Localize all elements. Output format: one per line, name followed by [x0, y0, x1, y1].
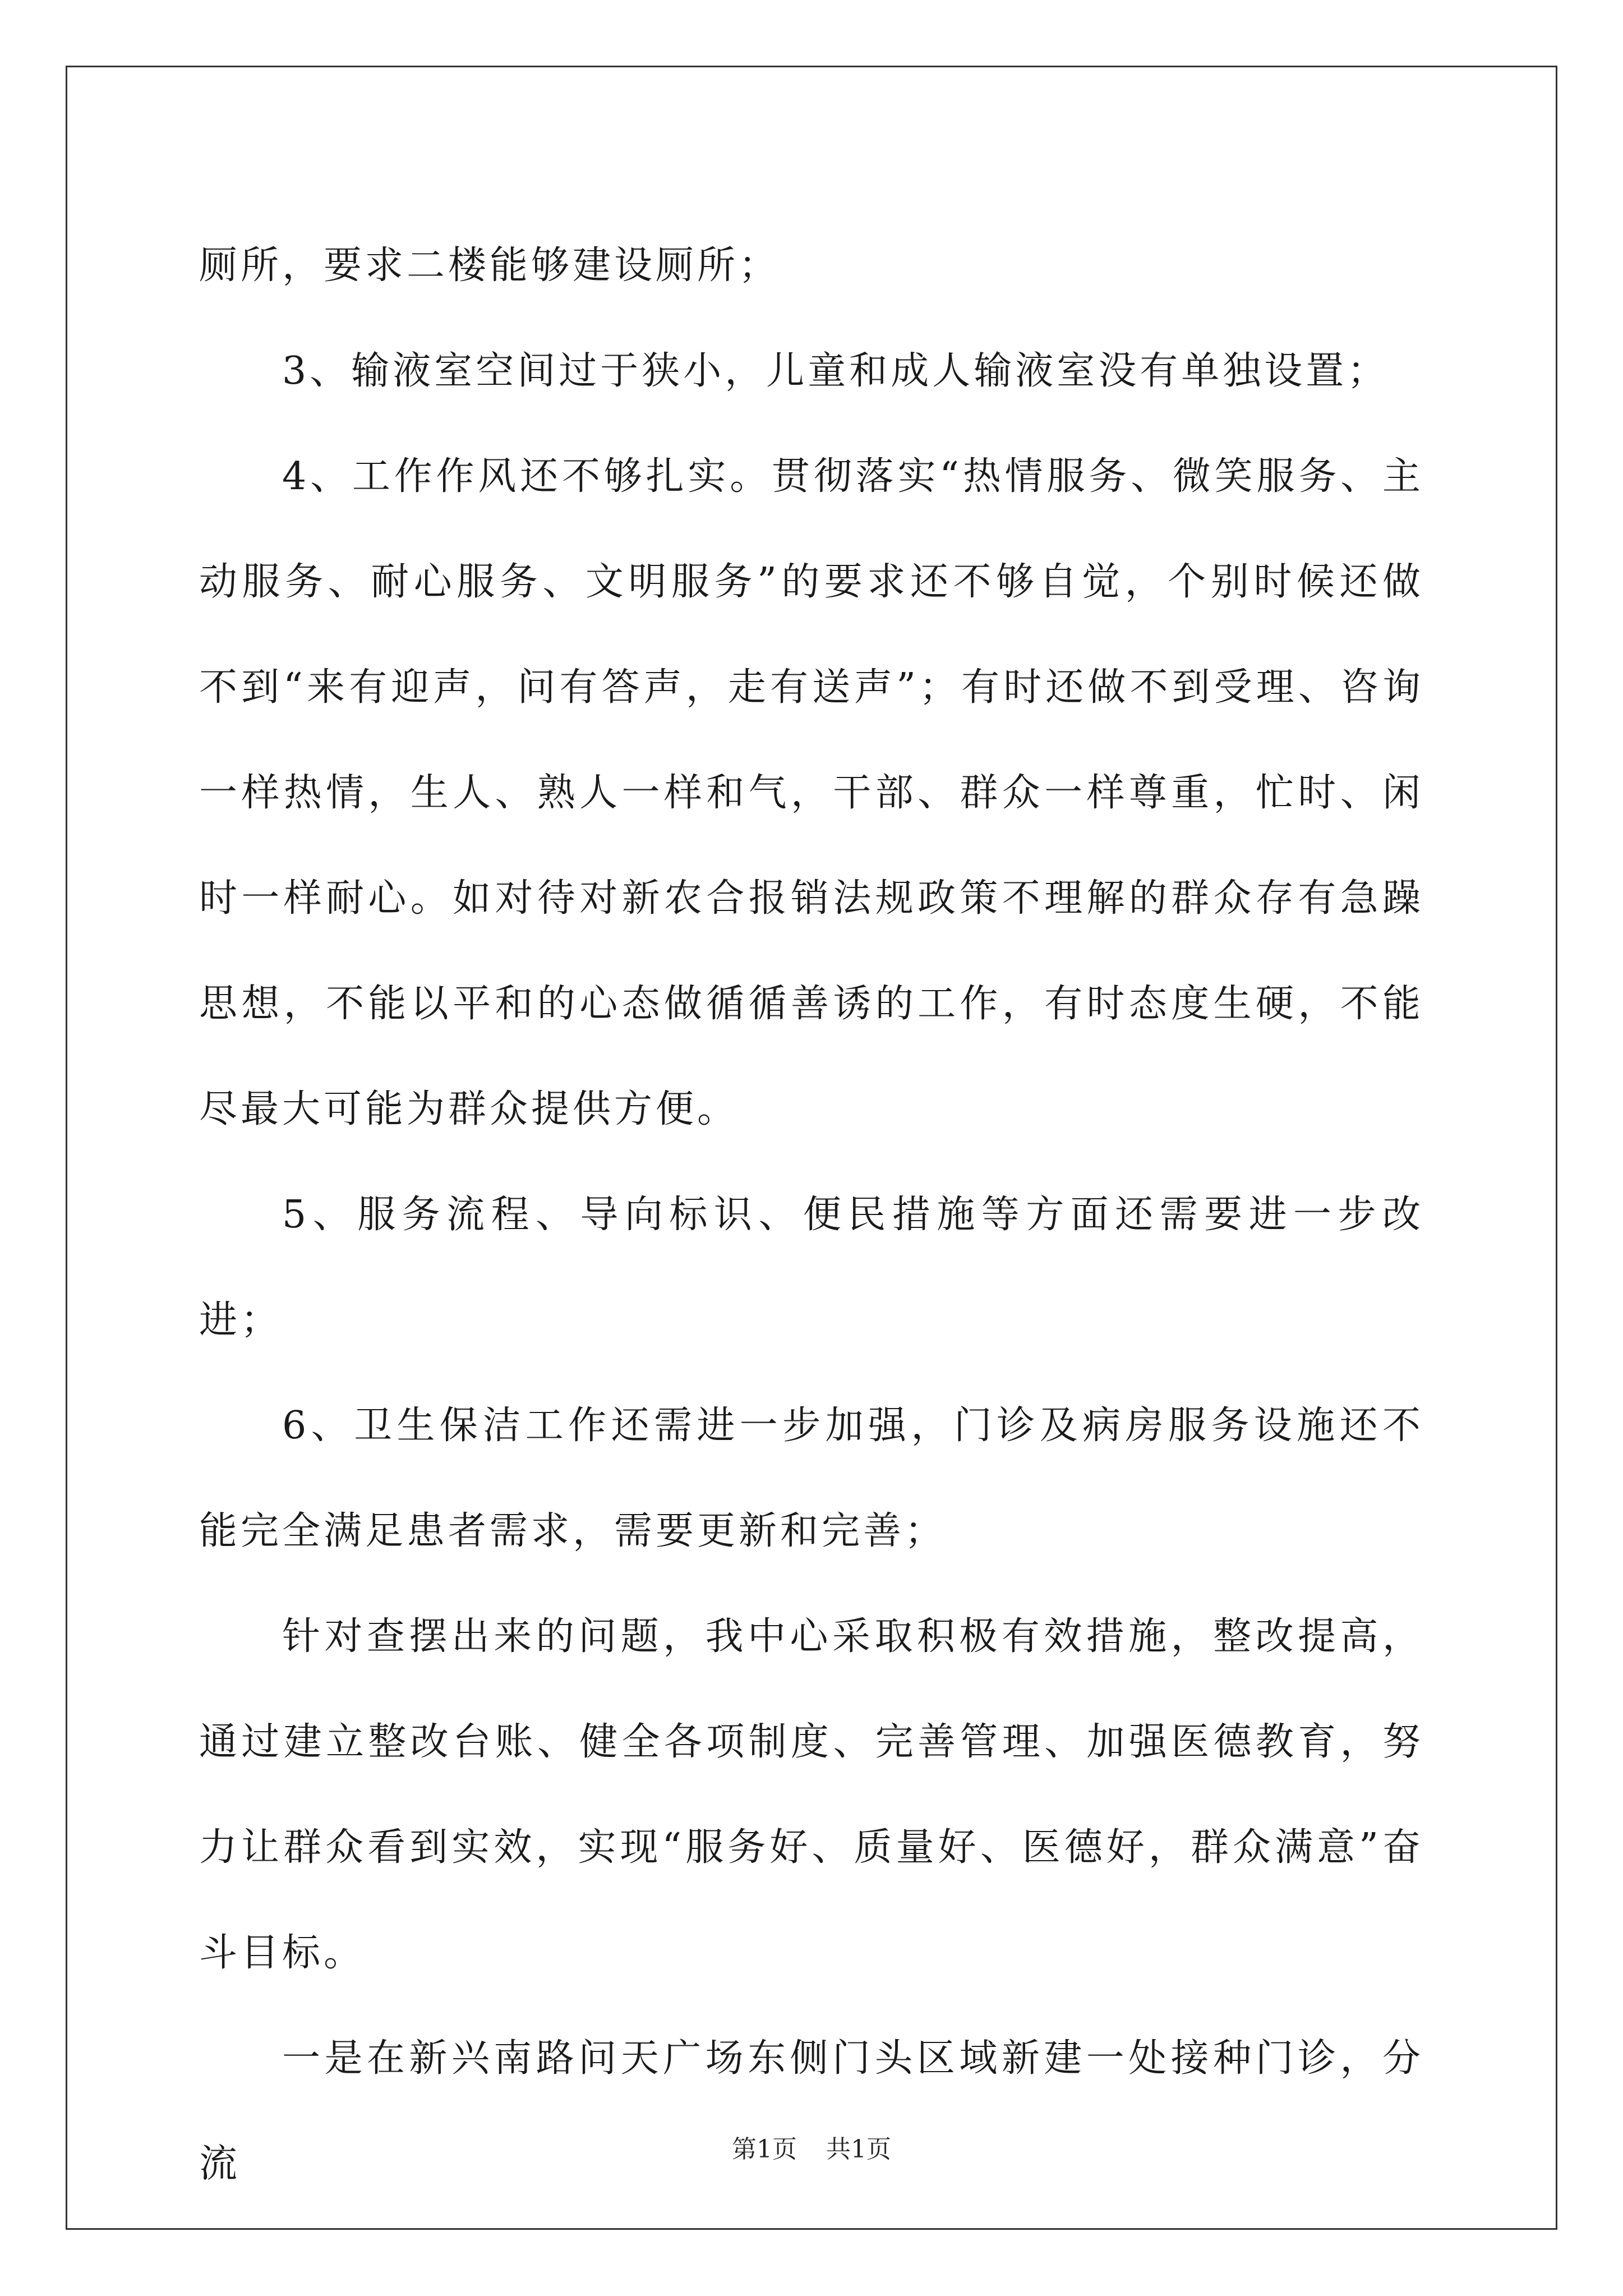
page-total: 共1页: [826, 2135, 891, 2164]
paragraph-7: 一是在新兴南路问天广场东侧门头区域新建一处接种门诊，分流: [199, 2036, 1424, 2186]
paragraph-1: 厕所，要求二楼能够建设厕所；: [199, 243, 781, 288]
paragraph-3: 4、工作作风还不够扎实。贯彻落实“热情服务、微笑服务、主动服务、耐心服务、文明服务”的要求还不够自觉，个别时候还做不到“来有迎声，问有答声，走有送声”；有时还做不到受理、咨询一样热情，生人、熟人一样和气，干部、群众一样尊重，忙时、闲时一样耐心。如对待对新农合报销法规政策不理解的群众存有急躁思想，不能以平和的心态做循循善诱的工作，有时态度生硬，不能尽最大可能为群众提供方便。: [199, 454, 1424, 1131]
document-body: [199, 213, 1424, 2217]
page-footer: [0, 2129, 1623, 2165]
paragraph-6: 针对查摆出来的问题，我中心采取积极有效措施，整改提高，通过建立整改台账、健全各项制度、完善管理、加强医德教育，努力让群众看到实效，实现“服务好、质量好、医德好，群众满意”奋斗目标。: [199, 1614, 1424, 1975]
page-number: 第1页: [732, 2135, 797, 2164]
paragraph-4: 5、服务流程、导向标识、便民措施等方面还需要进一步改进；: [199, 1193, 1424, 1342]
paragraph-2: 3、输液室空间过于狭小，儿童和成人输液室没有单独设置；: [282, 349, 1389, 393]
paragraph-5: 6、卫生保洁工作还需进一步加强，门诊及病房服务设施还不能完全满足患者需求，需要更新和完善；: [199, 1404, 1424, 1553]
